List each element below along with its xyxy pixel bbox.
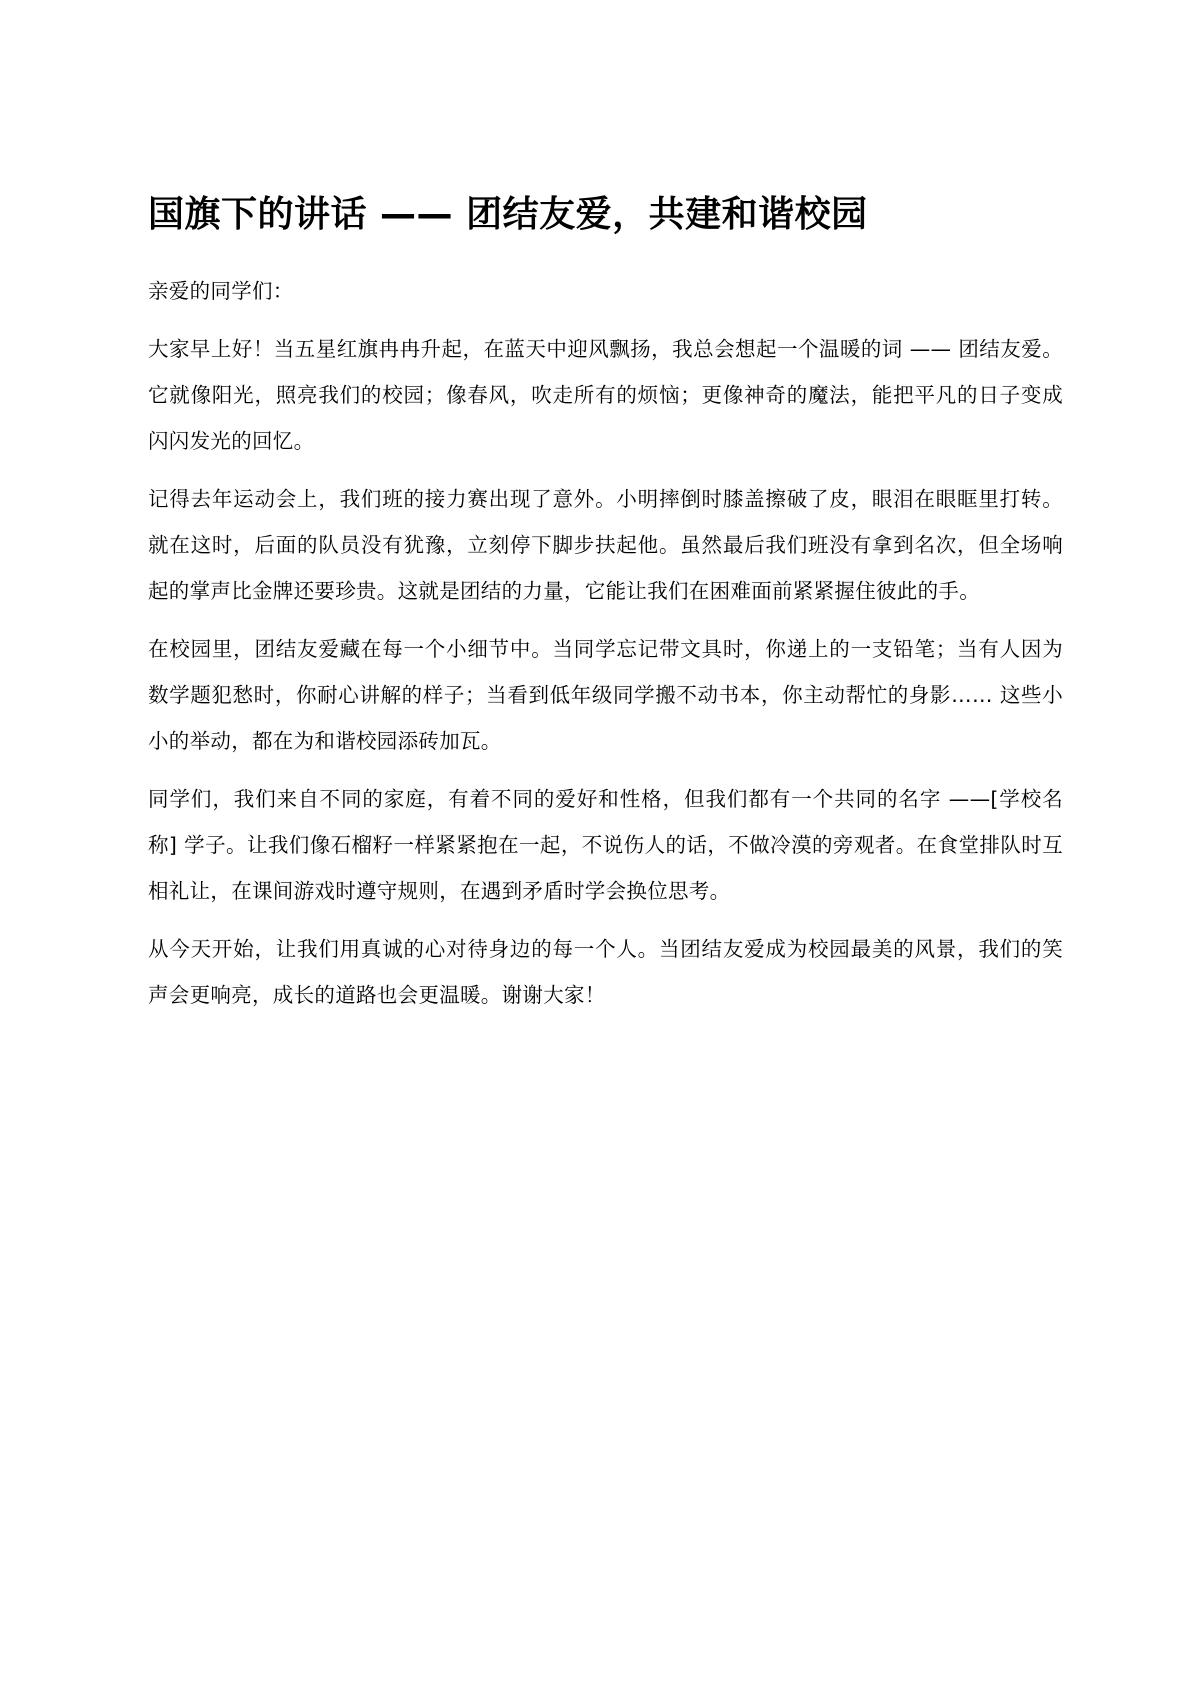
paragraph: 同学们，我们来自不同的家庭，有着不同的爱好和性格，但我们都有一个共同的名字 ——[学校名称] 学子。让我们像石榴籽一样紧紧抱在一起，不说伤人的话，不做冷漠的旁观者。在食堂排队时互相礼让，在课间游戏时遵守规则，在遇到矛盾时学会换位思考。 (148, 787, 1063, 903)
document-body (148, 190, 1063, 1030)
paragraph: 记得去年运动会上，我们班的接力赛出现了意外。小明摔倒时膝盖擦破了皮，眼泪在眼眶里打转。就在这时，后面的队员没有犹豫，立刻停下脚步扶起他。虽然最后我们班没有拿到名次，但全场响起的掌声比金牌还要珍贵。这就是团结的力量，它能让我们在困难面前紧紧握住彼此的手。 (148, 487, 1063, 603)
paragraph: 大家早上好！当五星红旗冉冉升起，在蓝天中迎风飘扬，我总会想起一个温暖的词 —— 团结友爱。它就像阳光，照亮我们的校园；像春风，吹走所有的烦恼；更像神奇的魔法，能把平凡的日子变成闪闪发光的回忆。 (148, 337, 1063, 453)
paragraph: 在校园里，团结友爱藏在每一个小细节中。当同学忘记带文具时，你递上的一支铅笔；当有人因为数学题犯愁时，你耐心讲解的样子；当看到低年级同学搬不动书本，你主动帮忙的身影…… 这些小小的举动，都在为和谐校园添砖加瓦。 (148, 637, 1063, 753)
page-title: 国旗下的讲话 —— 团结友爱，共建和谐校园 (148, 194, 868, 235)
salutation: 亲爱的同学们： (148, 279, 294, 303)
paragraph: 从今天开始，让我们用真诚的心对待身边的每一个人。当团结友爱成为校园最美的风景，我们的笑声会更响亮，成长的道路也会更温暖。谢谢大家！ (148, 937, 1063, 1007)
